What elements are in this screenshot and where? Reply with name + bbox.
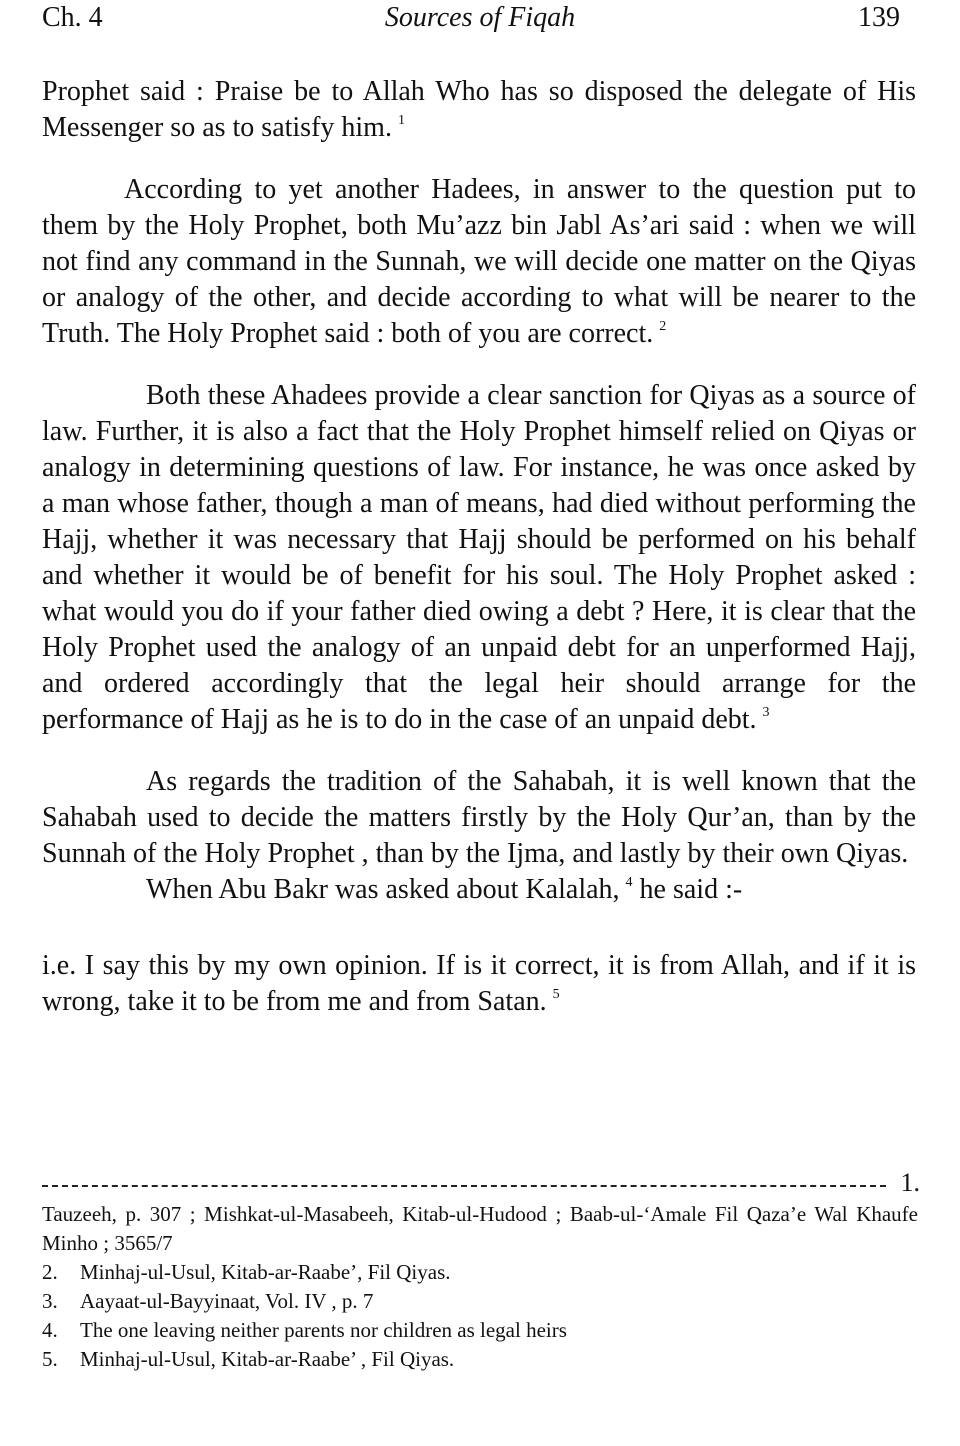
footnote-number: 4. xyxy=(42,1318,58,1342)
paragraph-text: Both these Ahadees provide a clear sanction for Qiyas as a source of law. Further, it is also a fact that the Holy Prophet himself relied on Qiyas or analogy in determining questions of law. For instance, he was once asked by a man whose father, though a man of means, had died without performing the Hajj, whether it was necessary that Hajj should be performed on his behalf and whether it would be of benefit for his soul. The Holy Prophet asked : what would you do if your father died owing a debt ? Here, it is clear that the Holy Prophet used the analogy of an unpaid debt for an unperformed Hajj, and ordered accordingly that the legal heir should arrange for the performance of Hajj as he is to do in the case of an unpaid debt. xyxy=(42,380,916,735)
paragraph-text: According to yet another Hadees, in answer to the question put to them by the Holy Prophet, both Mu’azz bin Jabl As’ari said : when we will not find any command in the Sunnah, we will decide one matter on the Qiyas or analogy of the other, and decide according to what will be nearer to the Truth. The Holy Prophet said : both of you are correct. xyxy=(42,174,916,349)
dashed-rule xyxy=(42,1185,886,1187)
running-title: Sources of Fiqah xyxy=(384,2,576,33)
footnote-item xyxy=(42,1258,918,1287)
paragraph-text: When Abu Bakr was asked about Kalalah, xyxy=(146,874,620,905)
paragraph-text: Prophet said : Praise be to Allah Who has so disposed the delegate of His Messenger so as to satisfy him. xyxy=(42,76,916,143)
footnote-ref: 5 xyxy=(552,987,560,1002)
footnote-text: The one leaving neither parents nor children as legal heirs xyxy=(80,1318,567,1342)
paragraph-text: i.e. I say this by my own opinion. If is it correct, it is from Allah, and if it is wrong, take it to be from me and from Satan. xyxy=(42,950,916,1017)
footnote-separator-label: 1. xyxy=(900,1168,920,1197)
paragraph xyxy=(42,764,916,872)
footnote-ref: 3 xyxy=(762,705,770,720)
footnote-item xyxy=(42,1316,918,1345)
footnote-text: Minhaj-ul-Usul, Kitab-ar-Raabe’ , Fil Qiyas. xyxy=(80,1347,455,1371)
footnote-number: 2. xyxy=(42,1260,58,1284)
page-number: 139 xyxy=(858,2,900,33)
footnote-ref: 4 xyxy=(625,875,633,890)
paragraph xyxy=(42,872,916,908)
footnote-text: Minhaj-ul-Usul, Kitab-ar-Raabe’, Fil Qiyas. xyxy=(80,1260,451,1284)
paragraph xyxy=(42,378,916,738)
footnote-number: 3. xyxy=(42,1289,58,1313)
paragraph xyxy=(42,172,916,352)
footnote-item xyxy=(42,1345,918,1374)
footnote-ref: 1 xyxy=(397,113,405,128)
footnote-item xyxy=(42,1200,918,1258)
footnote-text: Aayaat-ul-Bayyinaat, Vol. IV , p. 7 xyxy=(80,1289,374,1313)
paragraph-text: he said :- xyxy=(639,874,743,905)
footnote-item xyxy=(42,1287,918,1316)
footnote-number: 5. xyxy=(42,1347,58,1371)
footnote-separator xyxy=(42,1168,920,1204)
paragraph xyxy=(42,74,916,146)
paragraph xyxy=(42,948,916,1020)
footnotes xyxy=(42,1200,918,1374)
footnote-text: Tauzeeh, p. 307 ; Mishkat-ul-Masabeeh, Kitab-ul-Hudood ; Baab-ul-‘Amale Fil Qaza’e Wal Khaufe Minho ; 3565/7 xyxy=(42,1202,918,1255)
paragraph-text: As regards the tradition of the Sahabah, it is well known that the Sahabah used to decide the matters firstly by the Holy Qur’an, than by the Sunnah of the Holy Prophet , than by the Ijma, and lastly by their own Qiyas. xyxy=(42,766,916,869)
body-text xyxy=(42,74,916,1020)
page-header xyxy=(42,2,918,42)
chapter-label: Ch. 4 xyxy=(42,2,103,33)
footnote-ref: 2 xyxy=(659,319,667,334)
